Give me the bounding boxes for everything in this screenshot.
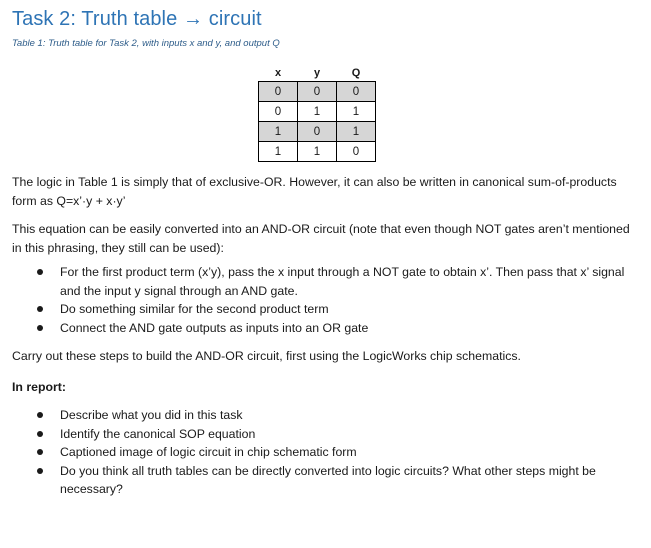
column-header-y: y <box>298 64 337 82</box>
list-item <box>12 263 637 300</box>
column-header-q: Q <box>337 64 376 82</box>
instructions-paragraph: Carry out these steps to build the AND-OR circuit, first using the LogicWorks chip schematics. <box>12 349 521 363</box>
truth-table-header-row <box>259 64 376 82</box>
table-cell: 1 <box>298 102 337 122</box>
xor-explanation-paragraph: The logic in Table 1 is simply that of exclusive-OR. However, it can also be written in canonical sum-of-products form as Q=x’·y + x·y’ <box>12 175 617 208</box>
list-item <box>12 300 637 319</box>
table-cell: 0 <box>259 82 298 102</box>
table-caption: Table 1: Truth table for Task 2, with inputs x and y, and output Q <box>12 38 280 49</box>
table-cell: 1 <box>259 142 298 162</box>
bullet-icon <box>37 431 43 437</box>
report-heading: In report: <box>12 379 66 394</box>
bullet-icon <box>37 269 43 275</box>
list-item <box>12 406 637 425</box>
table-cell: 0 <box>259 102 298 122</box>
list-item-text: Do something similar for the second product term <box>60 302 329 316</box>
bullet-icon <box>37 325 43 331</box>
report-list <box>12 406 637 499</box>
bullet-icon <box>37 449 43 455</box>
table-cell: 1 <box>337 102 376 122</box>
truth-table <box>258 64 376 162</box>
bullet-icon <box>37 468 43 474</box>
table-cell: 1 <box>337 122 376 142</box>
list-item <box>12 443 637 462</box>
column-header-x: x <box>259 64 298 82</box>
table-row <box>259 102 376 122</box>
table-cell: 0 <box>337 82 376 102</box>
table-row <box>259 142 376 162</box>
list-item-text: Do you think all truth tables can be directly converted into logic circuits? What other steps might be necessary? <box>60 463 596 496</box>
table-row <box>259 82 376 102</box>
list-item <box>12 462 637 499</box>
list-item-text: Captioned image of logic circuit in chip schematic form <box>60 445 357 459</box>
list-item-text: For the first product term (x’y), pass the x input through a NOT gate to obtain x’. Then pass that x’ signal and the input y signal through an AND gate. <box>60 265 625 298</box>
steps-list <box>12 263 637 337</box>
task-title: Task 2: Truth table → circuit <box>12 8 262 30</box>
list-item-text: Describe what you did in this task <box>60 408 243 422</box>
list-item <box>12 425 637 444</box>
table-cell: 0 <box>298 122 337 142</box>
bullet-icon <box>37 306 43 312</box>
and-or-paragraph: This equation can be easily converted into an AND-OR circuit (note that even though NOT gates aren’t mentioned in this phrasing, they still can be used): <box>12 222 630 255</box>
table-cell: 0 <box>337 142 376 162</box>
list-item-text: Connect the AND gate outputs as inputs into an OR gate <box>60 320 369 335</box>
bullet-icon <box>37 412 43 418</box>
table-cell: 1 <box>298 142 337 162</box>
list-item-text: Identify the canonical SOP equation <box>60 426 256 441</box>
list-item <box>12 319 637 338</box>
table-cell: 1 <box>259 122 298 142</box>
table-cell: 0 <box>298 82 337 102</box>
table-row <box>259 122 376 142</box>
